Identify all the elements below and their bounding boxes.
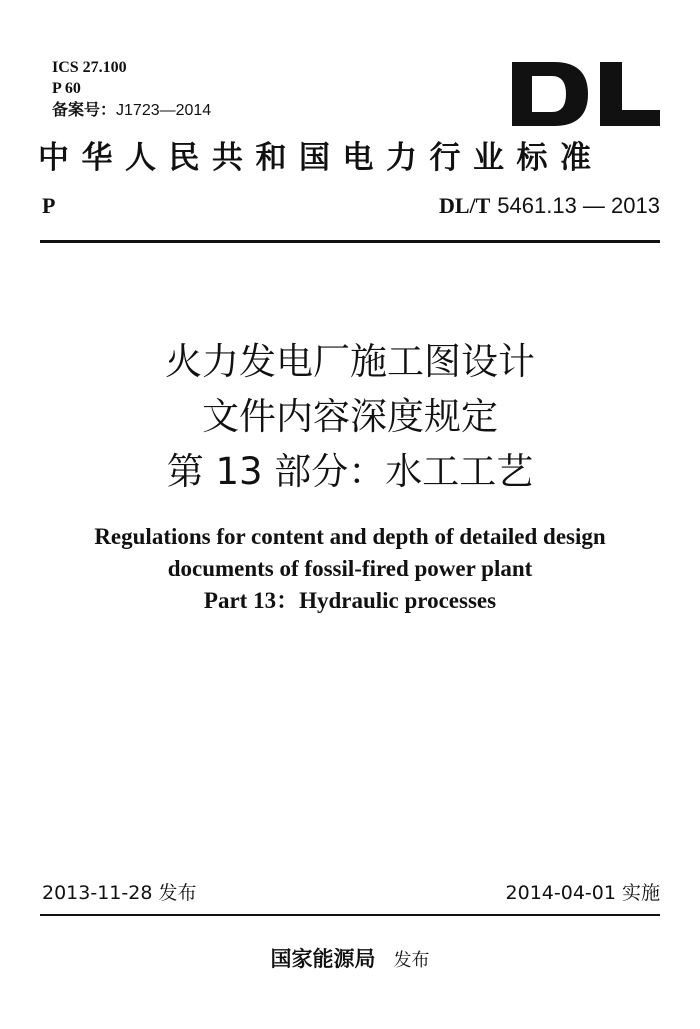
record-value: J1723—2014 [116, 102, 212, 119]
dl-logo-graphic [508, 58, 664, 130]
title-en-line3: Part 13：Hydraulic processes [203, 588, 497, 613]
record-number [52, 100, 211, 121]
title-zh-line3: 第 13 部分：水工工艺 [166, 450, 534, 493]
publisher-action: 发布 [393, 950, 430, 971]
title-zh-line2: 文件内容深度规定 [202, 395, 498, 438]
dl-logo [508, 58, 664, 130]
footer-divider [40, 914, 660, 916]
ics-text: ICS 27.100 [52, 59, 127, 76]
p-code [52, 79, 81, 99]
title-en-line1: Regulations for content and depth of detailed design [94, 524, 606, 549]
code-number: 5461.13 — 2013 [497, 193, 660, 218]
title-en-line2: documents of fossil-fired power plant [167, 556, 533, 581]
standard-code [439, 192, 660, 221]
standard-name: 中华人民共和国电力行业标准 [38, 140, 604, 176]
publisher [0, 944, 700, 976]
header-divider [40, 240, 660, 243]
code-prefix: DL/T [438, 193, 491, 218]
category-code: P [42, 193, 56, 218]
implement-date: 2014-04-01 实施 [505, 882, 660, 904]
ics-code [52, 58, 127, 78]
p-code-text: P 60 [52, 80, 81, 97]
title-zh-line1: 火力发电厂施工图设计 [165, 340, 535, 383]
record-label: 备案号： [52, 100, 117, 119]
publisher-org: 国家能源局 [270, 946, 376, 971]
issue-date: 2013-11-28 发布 [42, 882, 197, 904]
